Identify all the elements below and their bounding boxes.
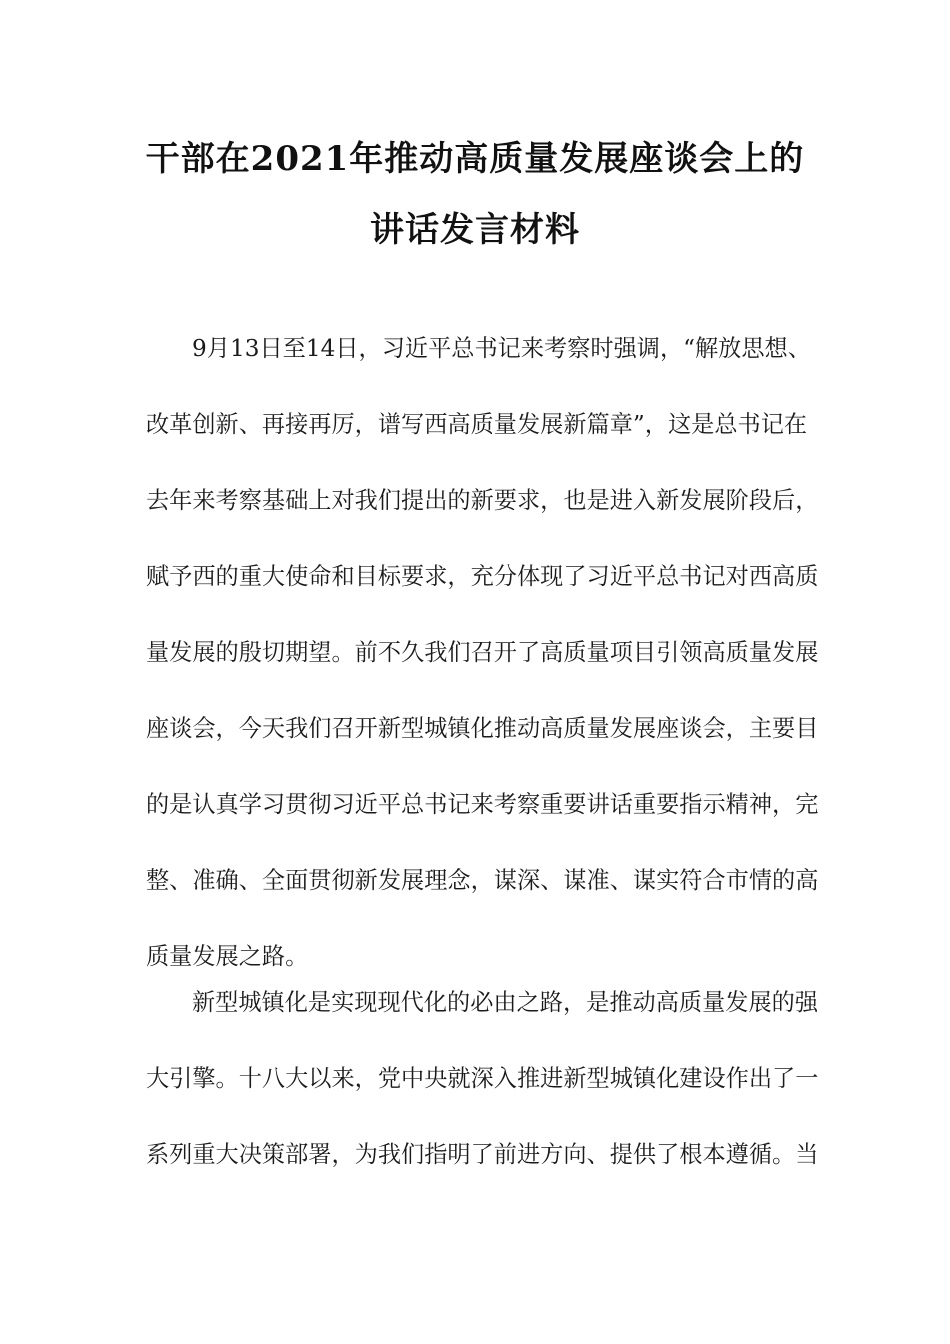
paragraph-line: 9月13日至14日，习近平总书记来考察时强调，“解放思想、 bbox=[192, 335, 811, 362]
document-title-line-2: 讲话发言材料 bbox=[370, 210, 580, 250]
document-title-line-1: 干部在2021年推动高质量发展座谈会上的 bbox=[145, 139, 805, 179]
paragraph-line: 去年来考察基础上对我们提出的新要求，也是进入新发展阶段后， bbox=[146, 487, 819, 514]
paragraph-line: 改革创新、再接再厉，谱写西高质量发展新篇章”，这是总书记在 bbox=[146, 411, 808, 438]
paragraph-2 bbox=[146, 965, 819, 1193]
paragraph-line: 的是认真学习贯彻习近平总书记来考察重要讲话重要指示精神，完 bbox=[146, 791, 819, 818]
paragraph-line: 整、准确、全面贯彻新发展理念，谋深、谋准、谋实符合市情的高 bbox=[146, 867, 819, 894]
paragraph-line: 大引擎。十八大以来，党中央就深入推进新型城镇化建设作出了一 bbox=[146, 1065, 819, 1092]
paragraph-line: 新型城镇化是实现现代化的必由之路，是推动高质量发展的强 bbox=[192, 989, 819, 1016]
paragraph-line: 量发展的殷切期望。前不久我们召开了高质量项目引领高质量发展 bbox=[146, 639, 819, 666]
paragraph-line: 座谈会，今天我们召开新型城镇化推动高质量发展座谈会，主要目 bbox=[146, 715, 819, 742]
paragraph-1 bbox=[146, 311, 819, 995]
paragraph-line: 质量发展之路。 bbox=[146, 943, 309, 970]
paragraph-line: 系列重大决策部署，为我们指明了前进方向、提供了根本遵循。当 bbox=[146, 1141, 819, 1168]
paragraph-line: 赋予西的重大使命和目标要求，充分体现了习近平总书记对西高质 bbox=[146, 563, 819, 590]
